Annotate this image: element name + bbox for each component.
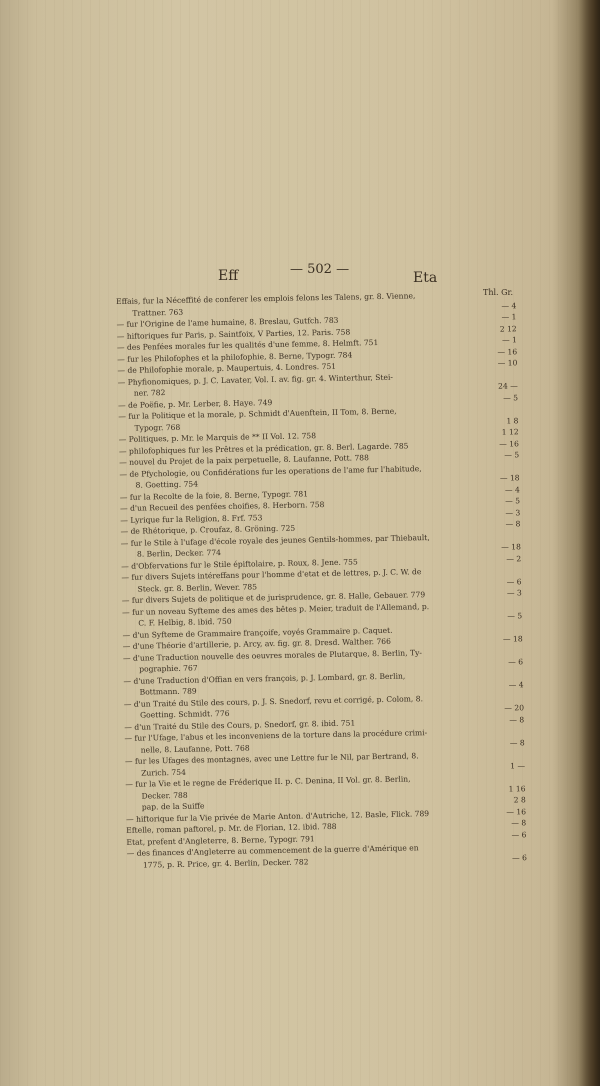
- entry-price: — 6: [511, 829, 527, 840]
- entry-price: — 18: [501, 542, 521, 552]
- entry-text: Typogr. 768: [134, 422, 181, 433]
- entry-text: — fur un noveau Syfteme des ames des bêtes p. Meier, traduit de l'Allemand, p.: [121, 601, 430, 617]
- entry-price: 1 —: [510, 760, 526, 771]
- entry-text: — philofophiques fur les Prêtres et la prédication, gr. 8. Berl. Lagarde. 785: [118, 440, 409, 456]
- entry-price: — 16: [497, 346, 518, 357]
- price-column-header: Thl. Gr.: [483, 288, 514, 297]
- entry-price: — 5: [504, 450, 520, 460]
- entry-text: — de Philofophie morale, p. Maupertuis, 4. Londres. 751: [117, 361, 337, 375]
- entry-text: — d'un Traité du Stile des Cours, p. Snedorf, gr. 8. ibid. 751: [124, 717, 356, 732]
- entry-price: — 4: [508, 680, 524, 690]
- entry-text: — Lyrique fur la Religion, 8. Frf. 753: [120, 512, 263, 525]
- entry-text: — Politiques, p. Mr. le Marquis de ** II Vol. 12. 758: [118, 431, 317, 444]
- entry-price: 1 8: [506, 415, 519, 426]
- entry-text: Trattner. 763: [132, 307, 184, 318]
- entry-price: 2 12: [499, 323, 517, 334]
- entry-text: — de Rhétorique, p. Croufaz, 8. Gröning. 725: [120, 523, 296, 536]
- entry-text: — fur la Recolte de la foie, 8. Berne, Typogr. 781: [119, 488, 309, 502]
- entry-text: Effais, fur la Néceffité de conferer les emplois felons les Talens, gr. 8. Vienne,: [116, 291, 416, 306]
- entry-text: Decker. 788: [141, 790, 188, 801]
- entry-text: — fur l'Origine de l'ame humaine, 8. Breslau, Gutfch. 783: [116, 315, 339, 329]
- entry-price: — 8: [509, 737, 525, 748]
- entry-price: 1 12: [501, 427, 519, 437]
- entry-price: — 6: [508, 657, 524, 667]
- entry-price: 24 —: [498, 381, 518, 391]
- entry-text: — d'un Traité du Stile des cours, p. J. S. Snedorf, revu et corrigé, p. Colom, 8.: [123, 693, 424, 709]
- entry-price: — 18: [502, 634, 523, 644]
- page-edge-shadow: [578, 0, 600, 1086]
- entry-text: — d'un Recueil des penfées choifies, 8. Herborn. 758: [119, 500, 325, 513]
- entry-text: — fur la Vie et le regne de Fréderique II. p. C. Denina, II Vol. gr. 8. Berlin,: [125, 774, 411, 789]
- entry-text: Etat, prefent d'Angleterre, 8. Berne, Typogr. 791: [126, 833, 315, 847]
- entry-text: ner. 782: [133, 388, 166, 398]
- entry-text: — d'une Traduction nouvelle des oeuvres morales de Plutarque, 8. Berlin, Ty-: [122, 647, 422, 663]
- entry-text: Bottmann. 789: [139, 686, 197, 697]
- entry-text: — fur l'Ufage, l'abus et les inconveniens de la torture dans la procédure crimi-: [124, 728, 428, 743]
- entry-price: — 10: [497, 358, 518, 368]
- entry-price: — 4: [501, 300, 517, 311]
- entry-price: — 16: [506, 806, 527, 817]
- entry-text: pap. de la Suiffe: [141, 801, 205, 812]
- entry-price: — 6: [511, 852, 527, 863]
- entry-price: — 3: [506, 588, 522, 598]
- entry-text: — des Penfées morales fur les qualités d'une femme, 8. Helmft. 751: [116, 337, 379, 352]
- entry-text: — des finances d'Angleterre au commencement de la guerre d'Amérique en: [126, 843, 419, 858]
- entry-text: — fur les Philofophes et la philofophie, 8. Berne, Typogr. 784: [117, 349, 353, 364]
- entry-text: Goetting. Schmidt. 776: [139, 708, 230, 720]
- entry-text: — nouvel du Projet de la paix perpetuelle, 8. Laufanne, Pott. 788: [119, 453, 369, 467]
- entry-price: — 1: [501, 335, 518, 345]
- entry-text: 8. Berlin, Decker. 774: [136, 548, 222, 559]
- entry-text: 8. Goetting. 754: [135, 479, 199, 490]
- entry-price: — 2: [506, 553, 522, 564]
- entry-price: — 8: [505, 519, 521, 529]
- entry-text: — hiftoriques fur Paris, p. Saintfoix, V Parties, 12. Paris. 758: [116, 327, 351, 341]
- entry-text: — d'Obfervations fur le Stile épiftolaire, p. Roux, 8. Jene. 755: [121, 556, 358, 571]
- entry-price: — 8: [511, 818, 527, 828]
- entry-text: C. F. Helbig, 8. ibid. 750: [138, 616, 232, 628]
- entry-price: — 5: [505, 496, 521, 506]
- entry-text: Eftelle, roman paftorel, p. Mr. de Florian, 12. ibid. 788: [126, 821, 337, 835]
- entry-text: Steck. gr. 8. Berlin, Wever. 785: [137, 581, 258, 594]
- entry-price: 1 16: [508, 783, 526, 794]
- entry-price: — 3: [505, 507, 521, 518]
- entry-text: — Phyfionomiques, p. J. C. Lavater, Vol. I. av. fig. gr. 4. Winterthur, Stei-: [117, 372, 394, 387]
- entry-text: — fur la Politique et la morale, p. Schmidt d'Auenftein, II Tom, 8. Berne,: [118, 406, 397, 421]
- entry-text: — de Pfychologie, ou Confidérations fur les operations de l'ame fur l'habitude,: [119, 463, 422, 479]
- entry-price: — 8: [509, 714, 525, 725]
- entry-text: — de Poëfie, p. Mr. Lerber, 8. Haye. 749: [118, 397, 273, 410]
- page-number: — 502 —: [290, 262, 350, 277]
- entry-text: — d'une Théorie d'artillerie, p. Arcy, av. fig. gr. 8. Dresd. Walther. 766: [122, 636, 391, 651]
- entry-text: Zurich. 754: [141, 767, 186, 778]
- entry-price: — 18: [499, 473, 520, 483]
- entry-price: — 5: [507, 611, 523, 621]
- catalogue-entries: [116, 288, 527, 871]
- entry-price: — 16: [499, 438, 519, 449]
- entry-text: nelle, 8. Laufanne, Pott. 768: [140, 743, 250, 755]
- entry-price: — 1: [501, 312, 517, 322]
- entry-text: — d'un Syfteme de Grammaire françoife, voyés Grammaire p. Caquet.: [122, 625, 393, 640]
- entry-price: — 20: [504, 703, 525, 713]
- entry-text: — fur le Stile à l'ufage d'école royale des jeunes Gentils-hommes, par Thiebault,: [120, 532, 430, 548]
- entry-price: 2 8: [513, 795, 526, 805]
- entry-text: — fur les Ufages des montagnes, avec une Lettre fur le Nil, par Bertrand, 8.: [124, 751, 419, 766]
- entry-text: — hiftorique fur la Vie privée de Marie Anton. d'Autriche, 12. Basle, Flick. 789: [125, 808, 430, 824]
- running-head-left: Eff: [218, 268, 239, 284]
- entry-text: — fur divers Sujets intéreffans pour l'homme d'etat et de lettres, p. J. C. W. de: [121, 567, 422, 582]
- entry-price: — 5: [503, 392, 519, 403]
- running-head-right: Eta: [413, 270, 438, 286]
- entry-text: — d'une Traduction d'Offian en vers françois, p. J. Lombard, gr. 8. Berlin,: [123, 671, 406, 686]
- entry-text: — fur divers Sujets de politique et de jurisprudence, gr. 8. Halle, Gebauer. 779: [121, 590, 426, 605]
- entry-price: — 4: [504, 484, 520, 495]
- entry-text: pographie. 767: [139, 663, 198, 674]
- page-header: [110, 262, 510, 284]
- entry-text: 1775, p. R. Price, gr. 4. Berlin, Decker. 782: [142, 856, 309, 870]
- entry-price: — 6: [506, 576, 522, 587]
